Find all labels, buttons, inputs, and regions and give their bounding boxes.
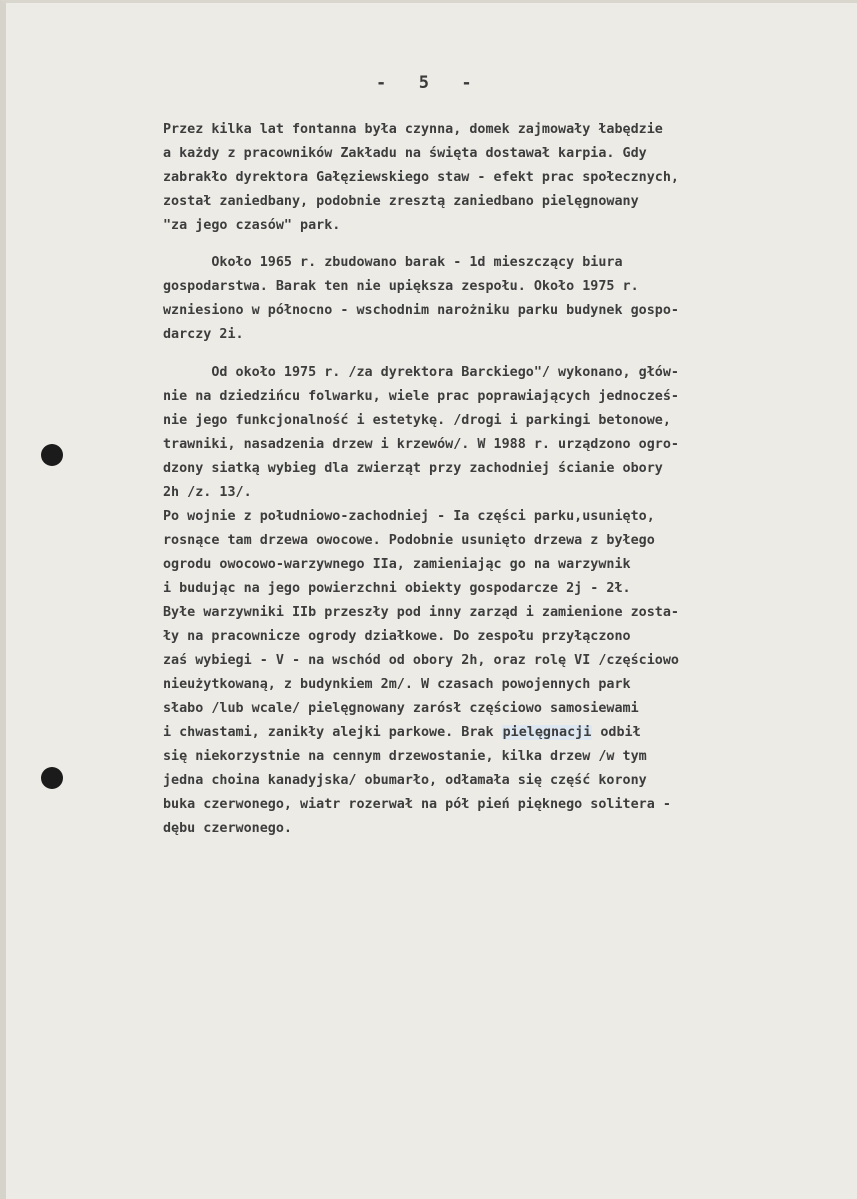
text-line: Byłe warzywniki IIb przeszły pod inny zarząd i zamienione zosta- [163,605,679,620]
text-line: nieużytkowaną, z budynkiem 2m/. W czasach powojennych park [163,677,631,692]
text-line: dzony siatką wybieg dla zwierząt przy zachodniej ścianie obory [163,461,663,476]
text-line: buka czerwonego, wiatr rozerwał na pół pień pięknego solitera - [163,797,671,812]
punch-hole-icon [41,444,63,466]
text-line: Około 1965 r. zbudowano barak - 1d mieszczący biura [163,255,623,270]
text-line: jedna choina kanadyjska/ obumarło, odłamała się część korony [163,773,647,788]
text-line [163,721,853,745]
text-line: gospodarstwa. Barak ten nie upiększa zespołu. Około 1975 r. [163,279,639,294]
text-line: Przez kilka lat fontanna była czynna, domek zajmowały łabędzie [163,122,663,137]
text-line: się niekorzystnie na cennym drzewostanie, kilka drzew /w tym [163,749,647,764]
text-line: "za jego czasów" park. [163,218,341,233]
punch-hole-icon [41,767,63,789]
text-line: słabo /lub wcale/ pielęgnowany zarósł częściowo samosiewami [163,701,639,716]
text-line: Od około 1975 r. /za dyrektora Barckiego"/ wykonano, głów- [163,365,679,380]
text-line: a każdy z pracowników Zakładu na święta dostawał karpia. Gdy [163,146,647,161]
text-line: darczy 2i. [163,327,244,342]
text-line: dębu czerwonego. [163,821,292,836]
text-line: Po wojnie z południowo-zachodniej - Ia części parku,usunięto, [163,509,655,524]
text-segment: odbił [592,725,641,740]
text-segment: i chwastami, zanikły alejki parkowe. Brak [163,725,502,740]
text-line: 2h /z. 13/. [163,485,252,500]
text-line: trawniki, nasadzenia drzew i krzewów/. W 1988 r. urządzono ogro- [163,437,679,452]
text-line: wzniesiono w północno - wschodnim narożniku parku budynek gospo- [163,303,679,318]
document-body [163,118,853,841]
text-line: rosnące tam drzewa owocowe. Podobnie usunięto drzewa z byłego [163,533,655,548]
text-line: zabrakło dyrektora Gałęziewskiego staw - efekt prac społecznych, [163,170,679,185]
page-number: - 5 - [376,73,476,93]
highlighted-word: pielęgnacji [502,725,592,740]
text-line: i budując na jego powierzchni obiekty gospodarcze 2j - 2ł. [163,581,631,596]
text-line: zaś wybiegi - V - na wschód od obory 2h, oraz rolę VI /częściowo [163,653,679,668]
text-line: ły na pracownicze ogrody działkowe. Do zespołu przyłączono [163,629,631,644]
text-line: nie jego funkcjonalność i estetykę. /drogi i parkingi betonowe, [163,413,671,428]
text-line: ogrodu owocowo-warzywnego IIa, zamieniając go na warzywnik [163,557,631,572]
text-line: został zaniedbany, podobnie zresztą zaniedbano pielęgnowany [163,194,639,209]
text-line: nie na dziedzińcu folwarku, wiele prac poprawiających jednocześ- [163,389,679,404]
